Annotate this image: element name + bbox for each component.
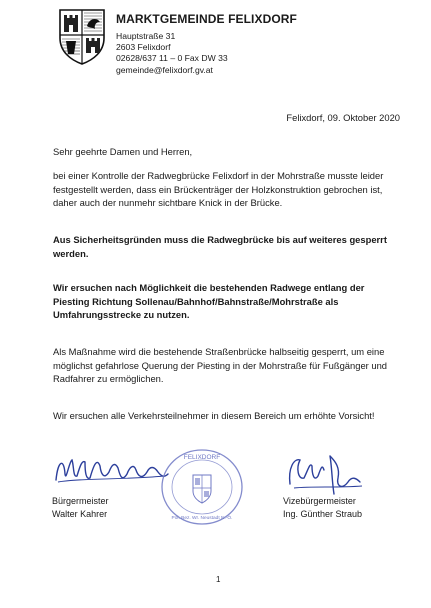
organization-name: MARKTGEMEINDE FELIXDORF <box>116 12 297 26</box>
letterhead <box>116 12 297 76</box>
coat-of-arms-icon <box>57 8 107 66</box>
address-city: 2603 Felixdorf <box>116 42 171 53</box>
stamp-bottom-text: Pol. Bez. Wr. Neustadt N.-Ö. <box>171 516 233 521</box>
paragraph-measure: Als Maßnahme wird die bestehende Straßenbrücke halbseitig gesperrt, um eine möglichst gefahrlose Querung der Piesting in der Mohrstraße für Fußgänger und Radfahrer zu ermöglichen. <box>53 346 388 385</box>
paragraph-closure: Aus Sicherheitsgründen muss die Radwegbrücke bis auf weiteres gesperrt werden. <box>53 234 387 259</box>
official-stamp <box>159 447 245 527</box>
signer-left-title: Bürgermeister <box>52 496 109 506</box>
signer-right-title: Vizebürgermeister <box>283 496 356 506</box>
page-number: 1 <box>216 575 221 584</box>
paragraph-inspection: bei einer Kontrolle der Radwegbrücke Felixdorf in der Mohrstraße musste leider festgestellt werden, dass ein Brückenträger der Holzkonstruktion gebrochen ist, daher auch der nunmehr sichtbare Knick in der Brücke. <box>53 170 384 209</box>
paragraph-caution: Wir ersuchen alle Verkehrsteilnehmer in diesem Bereich um erhöhte Vorsicht! <box>53 410 375 421</box>
stamp-top-text: FELIXDORF <box>183 454 221 461</box>
paragraph-detour: Wir ersuchen nach Möglichkeit die bestehenden Radwege entlang der Piesting Richtung Sollenau/Bahnhof/Bahnstraße/Mohrstraße als Umfahrungsstrecke zu nutzen. <box>53 282 365 321</box>
address-street: Hauptstraße 31 <box>116 31 176 41</box>
signer-right-name: Ing. Günther Straub <box>283 509 363 519</box>
signer-right <box>283 495 362 521</box>
signer-left-name: Walter Kahrer <box>52 509 108 519</box>
signature-mayor <box>52 452 172 488</box>
signature-vice-mayor <box>286 448 366 498</box>
date-line: Felixdorf, 09. Oktober 2020 <box>286 112 400 123</box>
signer-left <box>52 495 109 521</box>
phone-fax: 02628/637 11 – 0 Fax DW 33 <box>116 53 228 64</box>
salutation: Sehr geehrte Damen und Herren, <box>53 146 193 157</box>
email-address: gemeinde@felixdorf.gv.at <box>116 64 213 75</box>
